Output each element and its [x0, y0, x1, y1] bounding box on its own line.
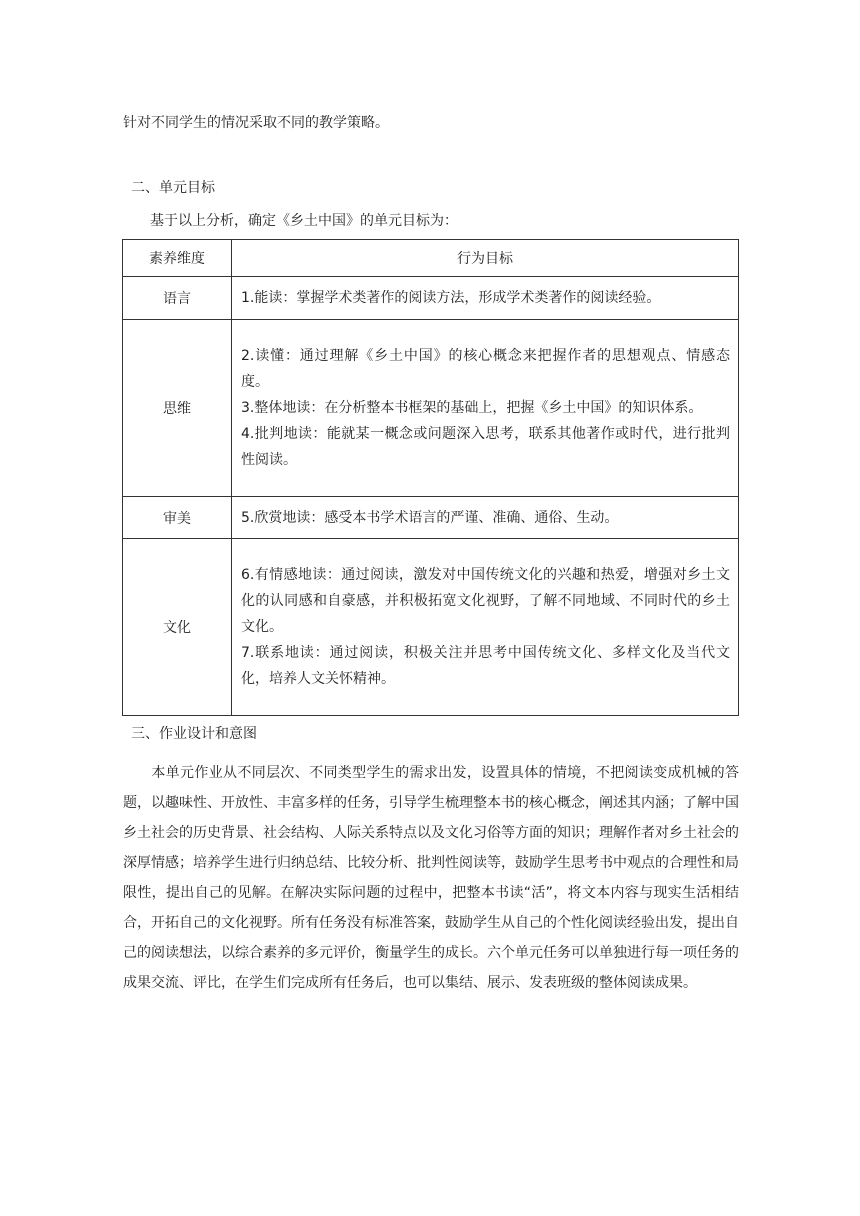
goal-item: 2.读懂：通过理解《乡土中国》的核心概念来把握作者的思想观点、情感态度。	[241, 348, 730, 390]
intro-line: 针对不同学生的情况采取不同的教学策略。	[123, 115, 389, 131]
table-header-row	[123, 240, 739, 277]
table-row	[123, 497, 739, 539]
section3-paragraph	[123, 758, 739, 998]
section3-heading: 三、作业设计和意图	[131, 726, 257, 742]
section2-lead: 基于以上分析，确定《乡土中国》的单元目标为：	[150, 213, 458, 229]
goals-table	[122, 239, 739, 716]
goal-cell	[232, 320, 739, 497]
section3-paragraph-text: 本单元作业从不同层次、不同类型学生的需求出发，设置具体的情境，不把阅读变成机械的答题，以趣味性、开放性、丰富多样的任务，引导学生梳理整本书的核心概念，阐述其内涵；了解中国乡土社会的历史背景、社会结构、人际关系特点以及文化习俗等方面的知识；理解作者对乡土社会的深厚情感；培养学生进行归纳总结、比较分析、批判性阅读等，鼓励学生思考书中观点的合理性和局限性，提出自己的见解。在解决实际问题的过程中，把整本书读“活”，将文本内容与现实生活相结合，开拓自己的文化视野。所有任务没有标准答案，鼓励学生从自己的个性化阅读经验出发，提出自己的阅读想法，以综合素养的多元评价，衡量学生的成长。六个单元任务可以单独进行每一项任务的成果交流、评比，在学生们完成所有任务后，也可以集结、展示、发表班级的整体阅读成果。	[123, 765, 739, 991]
goal-item: 1.能读：掌握学术类著作的阅读方法，形成学术类著作的阅读经验。	[241, 290, 661, 306]
table-row	[123, 277, 739, 320]
table-row	[123, 320, 739, 497]
goal-item: 5.欣赏地读：感受本书学术语言的严谨、准确、通俗、生动。	[241, 509, 619, 526]
goal-item: 4.批判地读：能就某一概念或问题深入思考，联系其他著作或时代，进行批判性阅读。	[241, 426, 730, 468]
section2-heading: 二、单元目标	[131, 180, 215, 196]
header-dimension: 素养维度	[123, 240, 232, 277]
goal-item: 7.联系地读：通过阅读，积极关注并思考中国传统文化、多样文化及当代文化，培养人文关怀精神。	[241, 645, 730, 687]
goal-cell	[232, 497, 739, 539]
dimension-cell: 思维	[123, 320, 232, 497]
dimension-cell: 审美	[123, 497, 232, 539]
table-row	[123, 539, 739, 716]
dimension-cell: 语言	[123, 277, 232, 320]
goal-cell	[232, 539, 739, 716]
dimension-cell: 文化	[123, 539, 232, 716]
header-goal: 行为目标	[232, 240, 739, 277]
goal-item: 3.整体地读：在分析整本书框架的基础上，把握《乡土中国》的知识体系。	[241, 400, 703, 416]
goal-cell	[232, 277, 739, 320]
goal-item: 6.有情感地读：通过阅读，激发对中国传统文化的兴趣和热爱，增强对乡土文化的认同感和自豪感，并积极拓宽文化视野，了解不同地域、不同时代的乡土文化。	[241, 567, 730, 635]
